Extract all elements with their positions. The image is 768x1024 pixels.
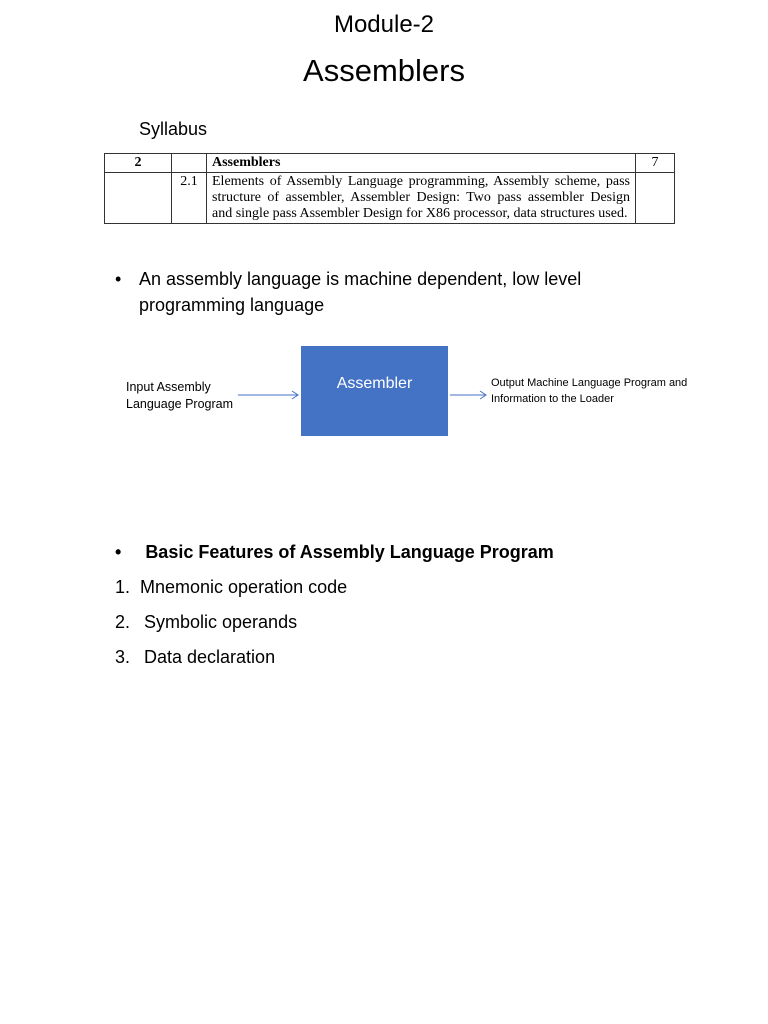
topic-description-cell: Elements of Assembly Language programming, Assembly scheme, pass structure of assembler, Assembler Design: Two pass assembler Design and single pass Assembler Design for X86 processor, data structures used. — [207, 173, 636, 224]
table-header-row — [105, 154, 675, 173]
syllabus-table — [104, 153, 675, 224]
sub-number-cell: 2.1 — [172, 173, 207, 224]
list-number: 1. — [115, 577, 131, 597]
output-label: Output Machine Language Program and Information to the Loader — [491, 377, 688, 405]
module-number-cell: 2 — [105, 154, 172, 173]
intro-text: An assembly language is machine dependent, low level programming language — [139, 269, 582, 315]
module-number-cell — [105, 173, 172, 224]
features-heading — [115, 540, 554, 564]
module-title: Module-2 — [333, 11, 435, 38]
features-heading-text: Basic Features of Assembly Language Program — [145, 542, 554, 562]
sub-number-cell — [172, 154, 207, 173]
intro-bullet — [115, 266, 655, 318]
bullet-icon: • — [115, 269, 122, 289]
list-item-text: Symbolic operands — [144, 612, 298, 632]
list-item — [115, 645, 275, 669]
list-item — [115, 610, 297, 634]
hours-cell — [636, 173, 675, 224]
list-number: 2. — [115, 612, 131, 632]
module-name-cell: Assemblers — [207, 154, 636, 173]
input-arrow-icon — [238, 391, 298, 399]
assembler-box: Assembler — [301, 346, 448, 436]
table-row — [105, 173, 675, 224]
page-title: Assemblers — [303, 53, 465, 88]
bullet-icon: • — [115, 542, 122, 562]
list-item — [115, 575, 347, 599]
hours-cell: 7 — [636, 154, 675, 173]
output-arrow-icon — [450, 391, 486, 399]
list-number: 3. — [115, 647, 131, 667]
input-label: Input Assembly Language Program — [126, 380, 234, 411]
list-item-text: Mnemonic operation code — [140, 577, 348, 597]
list-item-text: Data declaration — [144, 647, 276, 667]
syllabus-label: Syllabus — [139, 119, 208, 139]
